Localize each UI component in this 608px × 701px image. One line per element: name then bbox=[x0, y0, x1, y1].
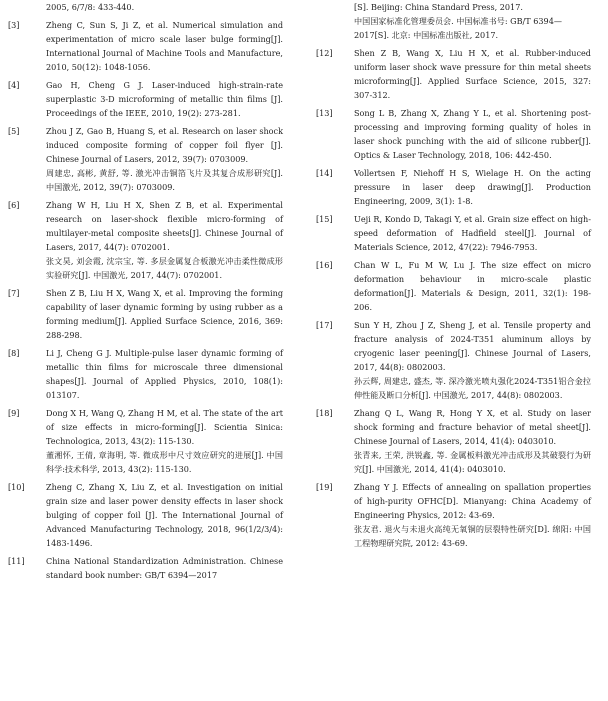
reference-entry bbox=[8, 124, 283, 194]
reference-text: Zhang Q L, Wang R, Hong Y X, et al. Study on laser shock forming and fracture behavior of metal sheet[J]. Chinese Journal of Lasers, 2014, 41(4): 0403010. 张青来, 王荣, 洪锐鑫, 等. 金属板料激光冲击成形及其破裂行为研究[J]. 中国激光, 2014, 41(4): 0403010. bbox=[354, 408, 591, 474]
reference-text: Dong X H, Wang Q, Zhang H M, et al. The state of the art of size effects in micro-forming[J]. Scientia Sinica: Technologica, 2013, 43(2): 115-130. 董湘怀, 王倩, 章海明, 等. 微成形中尺寸效应研究的进展[J]. 中国科学:技术科学, 2013, 43(2): 115-130. bbox=[46, 408, 283, 474]
reference-number: [4] bbox=[8, 80, 20, 90]
reference-entry bbox=[316, 106, 591, 162]
reference-text: Li J, Cheng G J. Multiple-pulse laser dynamic forming of metallic thin films for microscale three dimensional shapes[J]. Journal of Applied Physics, 2010, 108(1): 013107. bbox=[46, 348, 283, 400]
reference-text: Zhang W H, Liu H X, Shen Z B, et al. Experimental research on laser-shock flexible micro-forming of multilayer-metal composite sheets[J]. Chinese Journal of Lasers, 2017, 44(7): 0702001. 张文昊, 刘会霞, 沈宗宝, 等. 多层金属复合板激光冲击柔性微成形实验研究[J]. 中国激光, 2017, 44(7): 0702001. bbox=[46, 200, 283, 280]
reference-entry bbox=[8, 554, 283, 582]
reference-number: [19] bbox=[316, 482, 333, 492]
reference-entry bbox=[316, 46, 591, 102]
reference-number: [8] bbox=[8, 348, 20, 358]
continued-reference-fragment: [S]. Beijing: China Standard Press, 2017. 中国国家标准化管理委员会. 中国标准书号: GB/T 6394—2017[S]. 北京: 中国标准出版社, 2017. bbox=[354, 2, 562, 40]
reference-text: Gao H, Cheng G J. Laser-induced high-strain-rate superplastic 3-D microforming of metallic thin films [J]. Proceedings of the IEEE, 2010, 19(2): 273-281. bbox=[46, 80, 283, 118]
reference-entry bbox=[8, 480, 283, 550]
reference-entry bbox=[8, 406, 283, 476]
reference-list-left bbox=[8, 18, 283, 582]
reference-number: [13] bbox=[316, 108, 333, 118]
right-column bbox=[316, 0, 591, 554]
reference-text: Zheng C, Sun S, Ji Z, et al. Numerical simulation and experimentation of micro scale laser bulge forming[J]. International Journal of Machine Tools and Manufacture, 2010, 50(12): 1048-1056. bbox=[46, 20, 283, 72]
reference-number: [9] bbox=[8, 408, 20, 418]
reference-number: [10] bbox=[8, 482, 25, 492]
reference-text: Chan W L, Fu M W, Lu J. The size effect on micro deformation behaviour in micro-scale plastic deformation[J]. Materials & Design, 2011, 32(1): 198-206. bbox=[354, 260, 591, 312]
reference-entry bbox=[316, 166, 591, 208]
reference-text: Zhang Y J. Effects of annealing on spallation properties of high-purity OFHC[D]. Mianyang: China Academy of Engineering Physics, 2012: 43-69. 张友君. 退火与未退火高纯无氧铜的层裂特性研究[D]. 绵阳: 中国工程物理研究院, 2012: 43-69. bbox=[354, 482, 591, 548]
reference-entry bbox=[8, 346, 283, 402]
reference-number: [11] bbox=[8, 556, 25, 566]
continued-reference-fragment: 2005, 6/7/8: 433-440. bbox=[46, 2, 135, 12]
reference-entry bbox=[8, 18, 283, 74]
reference-list-right bbox=[316, 46, 591, 550]
reference-entry bbox=[8, 286, 283, 342]
reference-number: [6] bbox=[8, 200, 20, 210]
reference-number: [12] bbox=[316, 48, 333, 58]
reference-entry bbox=[8, 78, 283, 120]
reference-entry bbox=[316, 480, 591, 550]
reference-text: Vollertsen F, Niehoff H S, Wielage H. On the acting pressure in laser deep drawing[J]. Production Engineering, 2009, 3(1): 1-8. bbox=[354, 168, 591, 206]
reference-number: [17] bbox=[316, 320, 333, 330]
reference-text: Zhou J Z, Gao B, Huang S, et al. Research on laser shock induced composite forming of copper foil flyer [J]. Chinese Journal of Lasers, 2012, 39(7): 0703009. 周建忠, 高彬, 黄舒, 等. 激光冲击铜箔飞片及其复合成形研究[J]. 中国激光, 2012, 39(7): 0703009. bbox=[46, 126, 283, 192]
reference-number: [7] bbox=[8, 288, 20, 298]
reference-entry bbox=[316, 258, 591, 314]
reference-text: Sun Y H, Zhou J Z, Sheng J, et al. Tensile property and fracture analysis of 2024-T351 aluminum alloys by cryogenic laser peening[J]. Chinese Journal of Lasers, 2017, 44(8): 0802003. 孙云辉, 周建忠, 盛杰, 等. 深冷激光喷丸强化2024-T351铝合金拉伸性能及断口分析[J]. 中国激光, 2017, 44(8): 0802003. bbox=[354, 320, 591, 400]
reference-number: [3] bbox=[8, 20, 20, 30]
reference-entry bbox=[316, 212, 591, 254]
reference-text: Song L B, Zhang X, Zhang Y L, et al. Shortening post-processing and improving forming quality of holes in laser shock punching with the aid of silicone rubber[J]. Optics & Laser Technology, 2018, 106: 442-450. bbox=[354, 108, 591, 160]
reference-number: [15] bbox=[316, 214, 333, 224]
reference-text: Shen Z B, Liu H X, Wang X, et al. Improving the forming capability of laser dynamic forming by using rubber as a forming medium[J]. Applied Surface Science, 2016, 369: 288-298. bbox=[46, 288, 283, 340]
reference-entry bbox=[8, 198, 283, 282]
reference-text: Zheng C, Zhang X, Liu Z, et al. Investigation on initial grain size and laser power density effects in laser shock bulging of copper foil [J]. The International Journal of Advanced Manufacturing Technology, 2018, 96(1/2/3/4): 1483-1496. bbox=[46, 482, 283, 548]
reference-text: Shen Z B, Wang X, Liu H X, et al. Rubber-induced uniform laser shock wave pressure for thin metal sheets microforming[J]. Applied Surface Science, 2015, 327: 307-312. bbox=[354, 48, 591, 100]
reference-text: Ueji R, Kondo D, Takagi Y, et al. Grain size effect on high-speed deformation of Hadfield steel[J]. Journal of Materials Science, 2012, 47(22): 7946-7953. bbox=[354, 214, 591, 252]
left-column bbox=[8, 0, 283, 586]
reference-number: [18] bbox=[316, 408, 333, 418]
reference-text: China National Standardization Administration. Chinese standard book number: GB/T 6394—2017 bbox=[46, 556, 283, 580]
reference-number: [14] bbox=[316, 168, 333, 178]
reference-entry bbox=[316, 318, 591, 402]
reference-number: [16] bbox=[316, 260, 333, 270]
reference-number: [5] bbox=[8, 126, 20, 136]
reference-entry bbox=[316, 406, 591, 476]
